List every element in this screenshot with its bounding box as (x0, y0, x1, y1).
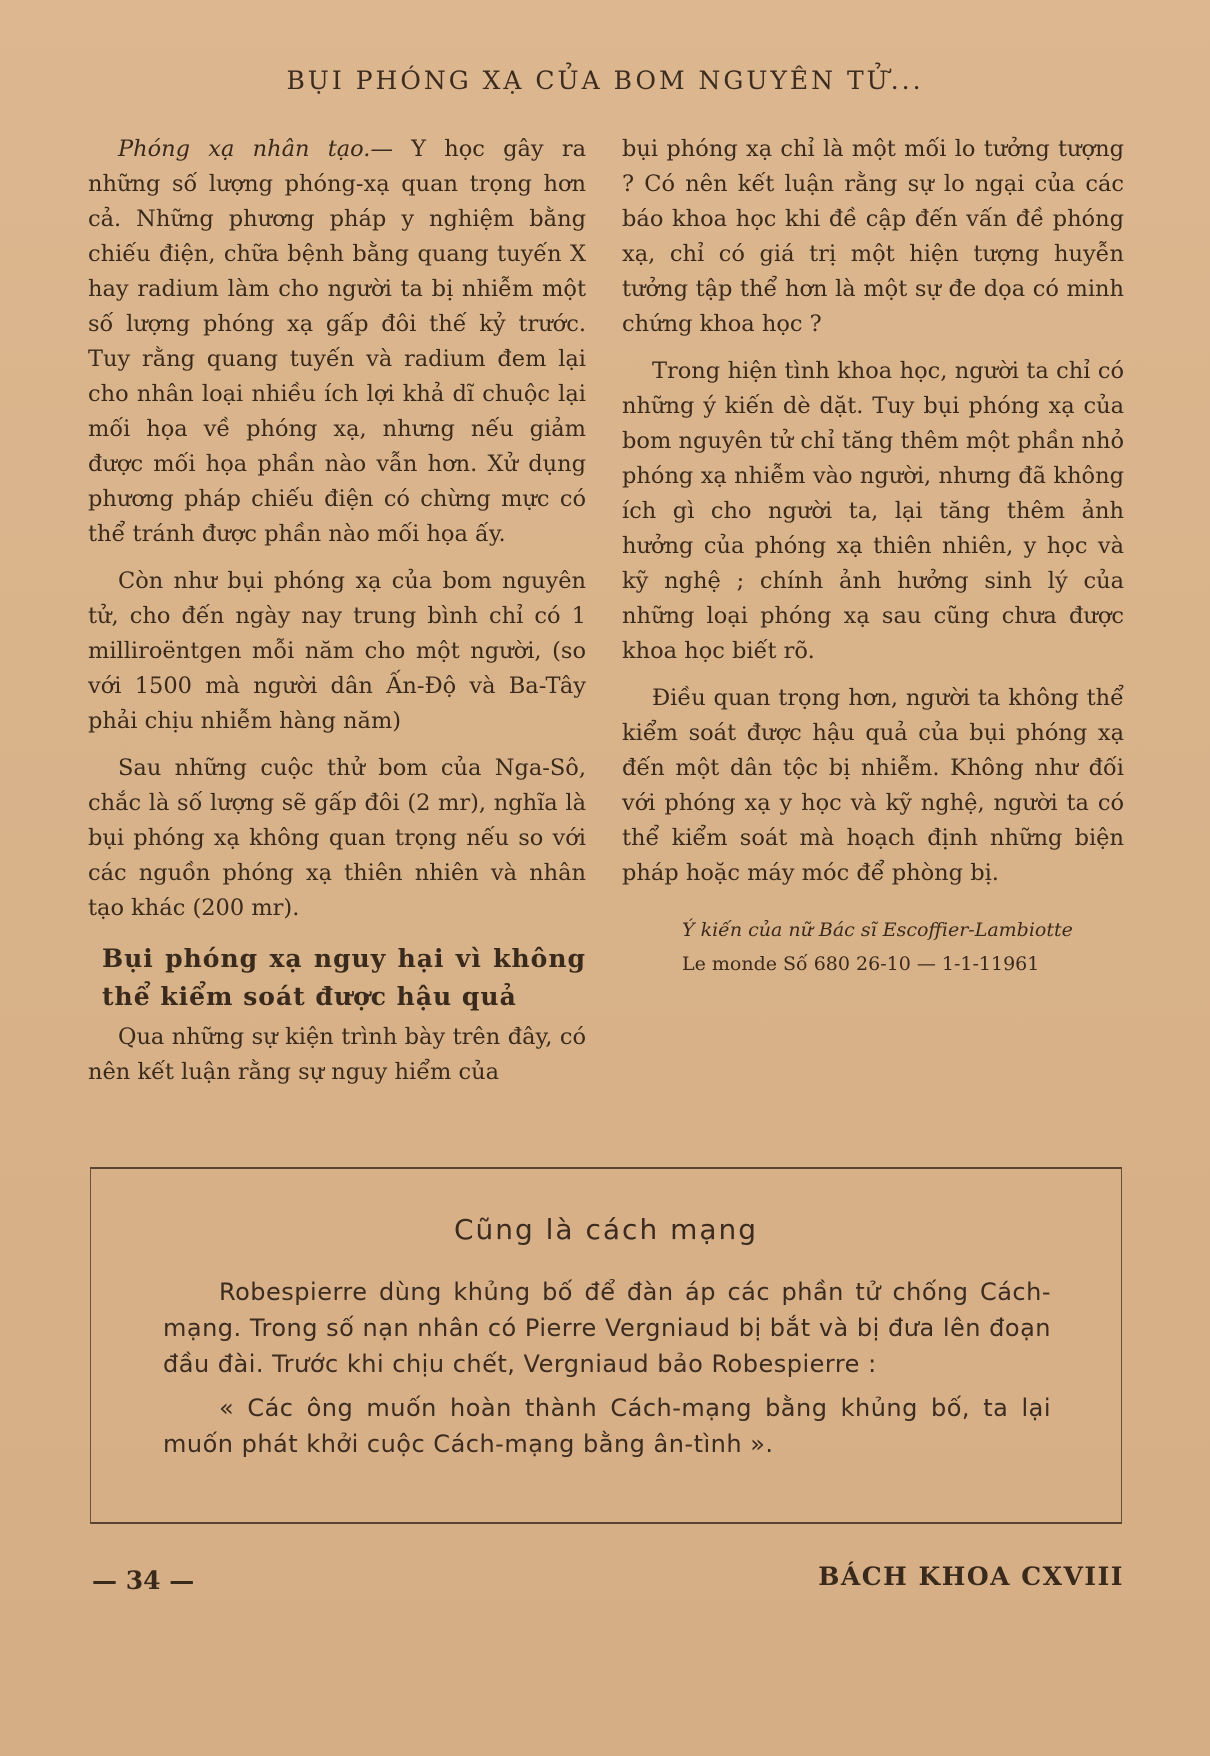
running-head: BỤI PHÓNG XẠ CỦA BOM NGUYÊN TỬ... (286, 66, 924, 95)
paragraph: Trong hiện tình khoa học, người ta chỉ có những ý kiến dè dặt. Tuy bụi phóng xạ của bom nguyên tử chỉ tăng thêm một phần nhỏ phóng xạ nhiễm vào người, nhưng đã không ích gì cho người ta, lại tăng thêm ảnh hưởng của phóng xạ thiên nhiên, y học và kỹ nghệ ; chính ảnh hưởng sinh lý của những loại phóng xạ sau cũng chưa được khoa học biết rõ. (622, 358, 1124, 664)
paragraph: bụi phóng xạ chỉ là một mối lo tưởng tượng ? Có nên kết luận rằng sự lo ngại của các báo khoa học khi đề cập đến vấn đề phóng xạ, chỉ có giá trị một hiện tượng huyễn tưởng tập thể hơn là một sự đe dọa có minh chứng khoa học ? (622, 136, 1124, 337)
paragraph: Điều quan trọng hơn, người ta không thể kiểm soát được hậu quả của bụi phóng xạ đến một dân tộc bị nhiễm. Không như đối với phóng xạ y học và kỹ nghệ, người ta có thể kiểm soát mà hoạch định những biện pháp hoặc máy móc để phòng bị. (622, 685, 1124, 886)
page-number: — 34 — (92, 1566, 195, 1595)
box-paragraph: Robespierre dùng khủng bố để đàn áp các phần tử chống Cách-mạng. Trong số nạn nhân có Pierre Vergniaud bị bắt và bị đưa lên đoạn đầu đài. Trước khi chịu chết, Vergniaud bảo Robespierre : (163, 1278, 1051, 1378)
anecdote-box (90, 1167, 1122, 1524)
paragraph: Qua những sự kiện trình bày trên đây, có nên kết luận rằng sự nguy hiểm của (88, 1024, 586, 1085)
run-in-heading: Phóng xạ nhân tạo.— (118, 136, 393, 162)
paragraph: Sau những cuộc thử bom của Nga-Sô, chắc là số lượng sẽ gấp đôi (2 mr), nghĩa là bụi phóng xạ không quan trọng nếu so với các nguồn phóng xạ thiên nhiên và nhân tạo khác (200 mr). (88, 755, 586, 921)
signature-author: Ý kiến của nữ Bác sĩ Escoffier-Lambiotte (682, 919, 1073, 941)
publication-name: BÁCH KHOA CXVIII (818, 1562, 1124, 1591)
right-column (622, 132, 1124, 981)
paragraph (88, 132, 586, 552)
box-body (163, 1274, 1051, 1470)
paragraph-text: Y học gây ra những số lượng phóng-xạ quan trọng hơn cả. Những phương pháp y nghiệm bằng chiếu điện, chữa bệnh bằng quang tuyến X hay radium làm cho người ta bị nhiễm một số lượng phóng xạ gấp đôi thế kỷ trước. Tuy rằng quang tuyến và radium đem lại cho nhân loại nhiều ích lợi khả dĩ chuộc lại mối họa về phóng xạ, nhưng nếu giảm được mối họa phần nào vẫn hơn. Xử dụng phương pháp chiếu điện có chừng mực có thể tránh được phần nào mối họa ấy. (88, 136, 586, 547)
box-title: Cũng là cách mạng (453, 1213, 759, 1246)
paragraph: Còn như bụi phóng xạ của bom nguyên tử, cho đến ngày nay trung bình chỉ có 1 milliroëntgen mỗi năm cho một người, (so với 1500 mà người dân Ấn-Độ và Ba-Tây phải chịu nhiễm hàng năm) (88, 568, 586, 734)
signature (622, 913, 1124, 981)
box-quote: « Các ông muốn hoàn thành Cách-mạng bằng khủng bố, ta lại muốn phát khởi cuộc Cách-mạng bằng ân-tình ». (163, 1394, 1051, 1458)
signature-source: Le monde Số 680 26-10 — 1-1-11961 (682, 953, 1040, 975)
section-heading: Bụi phóng xạ nguy hại vì không thể kiểm soát được hậu quả (102, 944, 586, 1011)
left-column (88, 132, 586, 1102)
